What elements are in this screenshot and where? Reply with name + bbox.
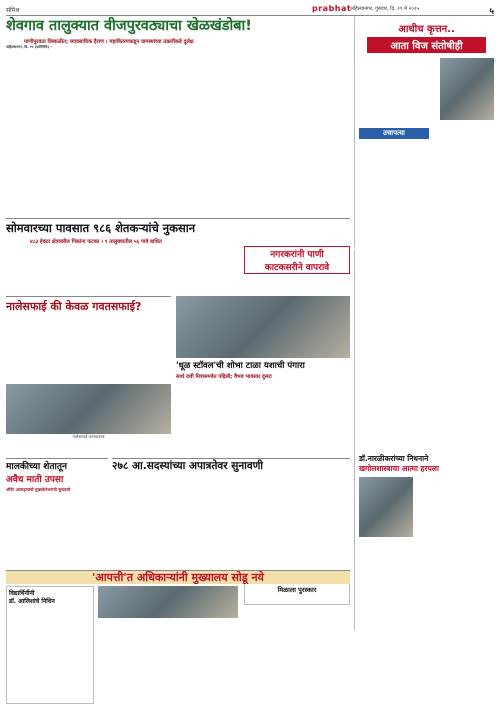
hearing-headline: २७८ आ.सदस्यांच्या अपात्रतेवर सुनावणी [112,460,264,472]
sidebar-badge: उचापत्या [359,128,429,139]
lead-dateline: अहिल्यानगर, दि. २० (प्रतिनिधि) - [6,45,52,49]
bottom-right-text [354,632,494,704]
lead-subhead: पाणीपुरवठा विस्कळीत; व्यावसायिक हैराण । महावितरणकडून ग्रामस्थांच्या तक्रारींकडे दुर्लक्ष [24,39,194,45]
water-headline-2: काटकसरीने वापरावे [264,263,330,273]
nales-story [6,296,171,446]
award-title-2: मिळाला पुरस्कार [277,586,317,594]
dust-subhead: सार्थ रावी मित्रासमवेत पहिली; वैभव भावसार दुसरा [176,374,272,380]
farm-story [6,458,108,568]
water-headline-1: नगरकरांनी पाणी [270,250,324,260]
paper-logo: prabhat [312,4,352,13]
farm-headline-2: अवैध माती उपसा [6,475,64,485]
death-headline-2: खगोलशास्त्राचा आत्मा हरपला [359,464,439,473]
dust-photo [176,296,350,358]
bottom-headline: 'आपत्ती'त अधिकाऱ्यांनी मुख्यालय सोडू नये [92,571,264,584]
masthead [6,4,494,16]
section-label: संमिश्र [6,7,20,14]
sidebar-text-a [359,58,435,128]
nales-photo [6,384,171,434]
edition-dateline: अहिल्यानगर, गुरुवार, दि. २१ मे २०२५ [350,6,420,12]
crop-subhead: ४८३ हेक्टर क्षेत्रावरील पिकांना फटका । ९ तालुक्यातील ५६ गावे बाधित [30,239,162,245]
lead-headline: शेवगाव तालुक्यात वीजपुरवठ्याचा खेळखंडोबा! [6,18,252,34]
bottom-banner [6,570,350,584]
nales-text [6,317,171,381]
dust-headline: 'धूळ स्टॉवल'ची शोभा टाळा यशाची पंगारा [176,361,305,371]
lead-body [6,45,350,215]
hearing-text [112,476,350,568]
portrait-image [440,58,494,120]
farm-text [6,495,108,555]
death-body-top [359,250,494,450]
nales-headline: नालेसफाई की केवळ गवतसफाई? [6,300,142,313]
bottom-side-title-2: डॉ. आलिशांचे निधिन [9,598,55,605]
hearing-story [112,458,350,568]
sidebar-title-2: आता विज संतोषीही [367,37,486,53]
water-box [244,246,350,274]
nales-caption: नालेसफाई कागदावरच [72,434,105,439]
dust-story [176,360,350,456]
meeting-photo [98,586,238,618]
bottom-side-text [9,607,91,695]
death-story [354,250,494,630]
bottom-side-title-1: विद्यार्थिनींनी [9,590,35,597]
farm-headline-1: मालकीच्या शेतातून [6,462,68,472]
bottom-text [98,620,350,704]
death-photo [359,477,413,537]
lead-text [6,45,350,215]
crop-headline: सोमवारच्या पावसात ९८६ शेतकऱ्यांचे नुकसान [6,221,196,235]
page-number: ५ [489,7,494,16]
sidebar-title-1: आधीच कृत्तन.. [398,24,455,35]
dust-text [176,382,350,456]
farm-note: ऑनेंट आत्महत्यांची मुख्यकेनेशनाची सुनावणी [6,487,71,492]
bottom-side-story [6,586,94,704]
sidebar-top [354,17,494,247]
death-headline-1: डॉ.नारळीकरांच्या निधनाने [359,454,429,463]
